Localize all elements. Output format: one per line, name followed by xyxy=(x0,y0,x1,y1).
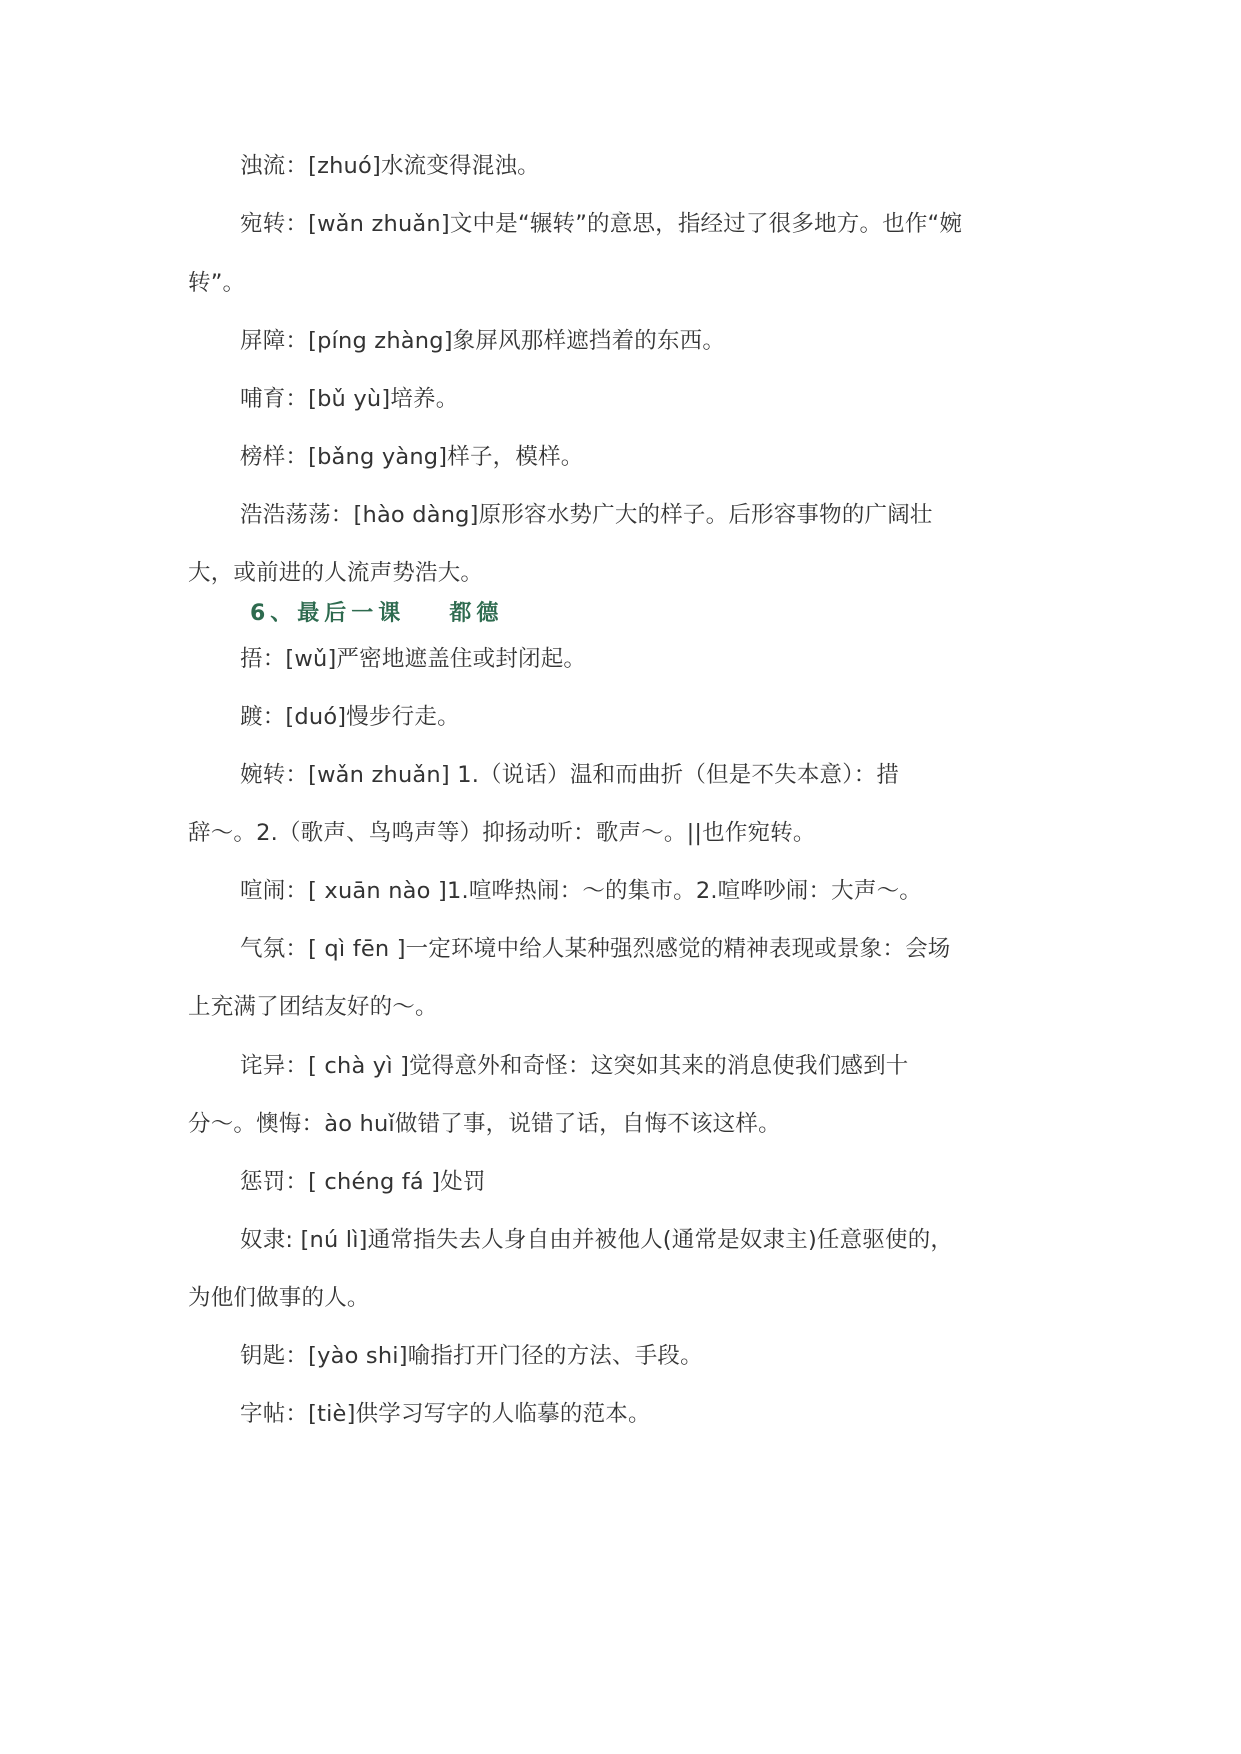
entry-haohaodangdang: 浩浩荡荡：[hào dàng]原形容水势广大的样子。后形容事物的广阔壮 xyxy=(240,502,933,528)
lesson-author: 都德 xyxy=(449,601,504,626)
entry-buyu: 哺育：[bǔ yù]培养。 xyxy=(240,386,459,412)
entry-chayi: 诧异：[ chà yì ]觉得意外和奇怪：这突如其来的消息使我们感到十 xyxy=(240,1053,909,1079)
entry-wanzhuan-2: 婉转：[wǎn zhuǎn] 1.（说话）温和而曲折（但是不失本意）：措 xyxy=(240,762,900,788)
entry-wu: 捂：[wǔ]严密地遮盖住或封闭起。 xyxy=(240,646,587,672)
entry-nuli: 奴隶: [nú lì]通常指失去人身自由并被他人(通常是奴隶主)任意驱使的， xyxy=(240,1227,954,1253)
entry-pingzhang: 屏障：[píng zhàng]象屏风那样遮挡着的东西。 xyxy=(240,328,726,354)
lesson-heading xyxy=(250,599,503,629)
entry-haohaodangdang-cont: 大，或前进的人流声势浩大。 xyxy=(188,560,484,586)
entry-wanzhuan-1: 宛转：[wǎn zhuǎn]文中是“辗转”的意思，指经过了很多地方。也作“婉 xyxy=(240,211,963,237)
entry-bangyang: 榜样：[bǎng yàng]样子，模样。 xyxy=(240,444,584,470)
lesson-title: 6、最后一课 xyxy=(250,601,406,626)
entry-duo: 踱：[duó]慢步行走。 xyxy=(240,704,460,730)
entry-yaoshi: 钥匙：[yào shi]喻指打开门径的方法、手段。 xyxy=(240,1343,703,1369)
entry-chayi-cont: 分～。懊悔：ào huǐ做错了事，说错了话，自悔不该这样。 xyxy=(188,1111,781,1137)
entry-zitie: 字帖：[tiè]供学习写字的人临摹的范本。 xyxy=(240,1401,651,1427)
entry-qifen: 气氛：[ qì fēn ]一定环境中给人某种强烈感觉的精神表现或景象：会场 xyxy=(240,936,951,962)
entry-nuli-cont: 为他们做事的人。 xyxy=(188,1285,370,1311)
entry-qifen-cont: 上充满了团结友好的～。 xyxy=(188,994,438,1020)
entry-wanzhuan-2-cont: 辞～。2.（歌声、鸟鸣声等）抑扬动听：歌声～。||也作宛转。 xyxy=(188,820,816,846)
entry-zhuoliu: 浊流：[zhuó]水流变得混浊。 xyxy=(240,153,540,179)
entry-xuannao: 喧闹：[ xuān nào ]1.喧哗热闹：～的集市。2.喧哗吵闹：大声～。 xyxy=(240,878,922,904)
entry-wanzhuan-1-cont: 转”。 xyxy=(188,270,246,296)
entry-chengfa: 惩罚：[ chéng fá ]处罚 xyxy=(240,1169,486,1195)
